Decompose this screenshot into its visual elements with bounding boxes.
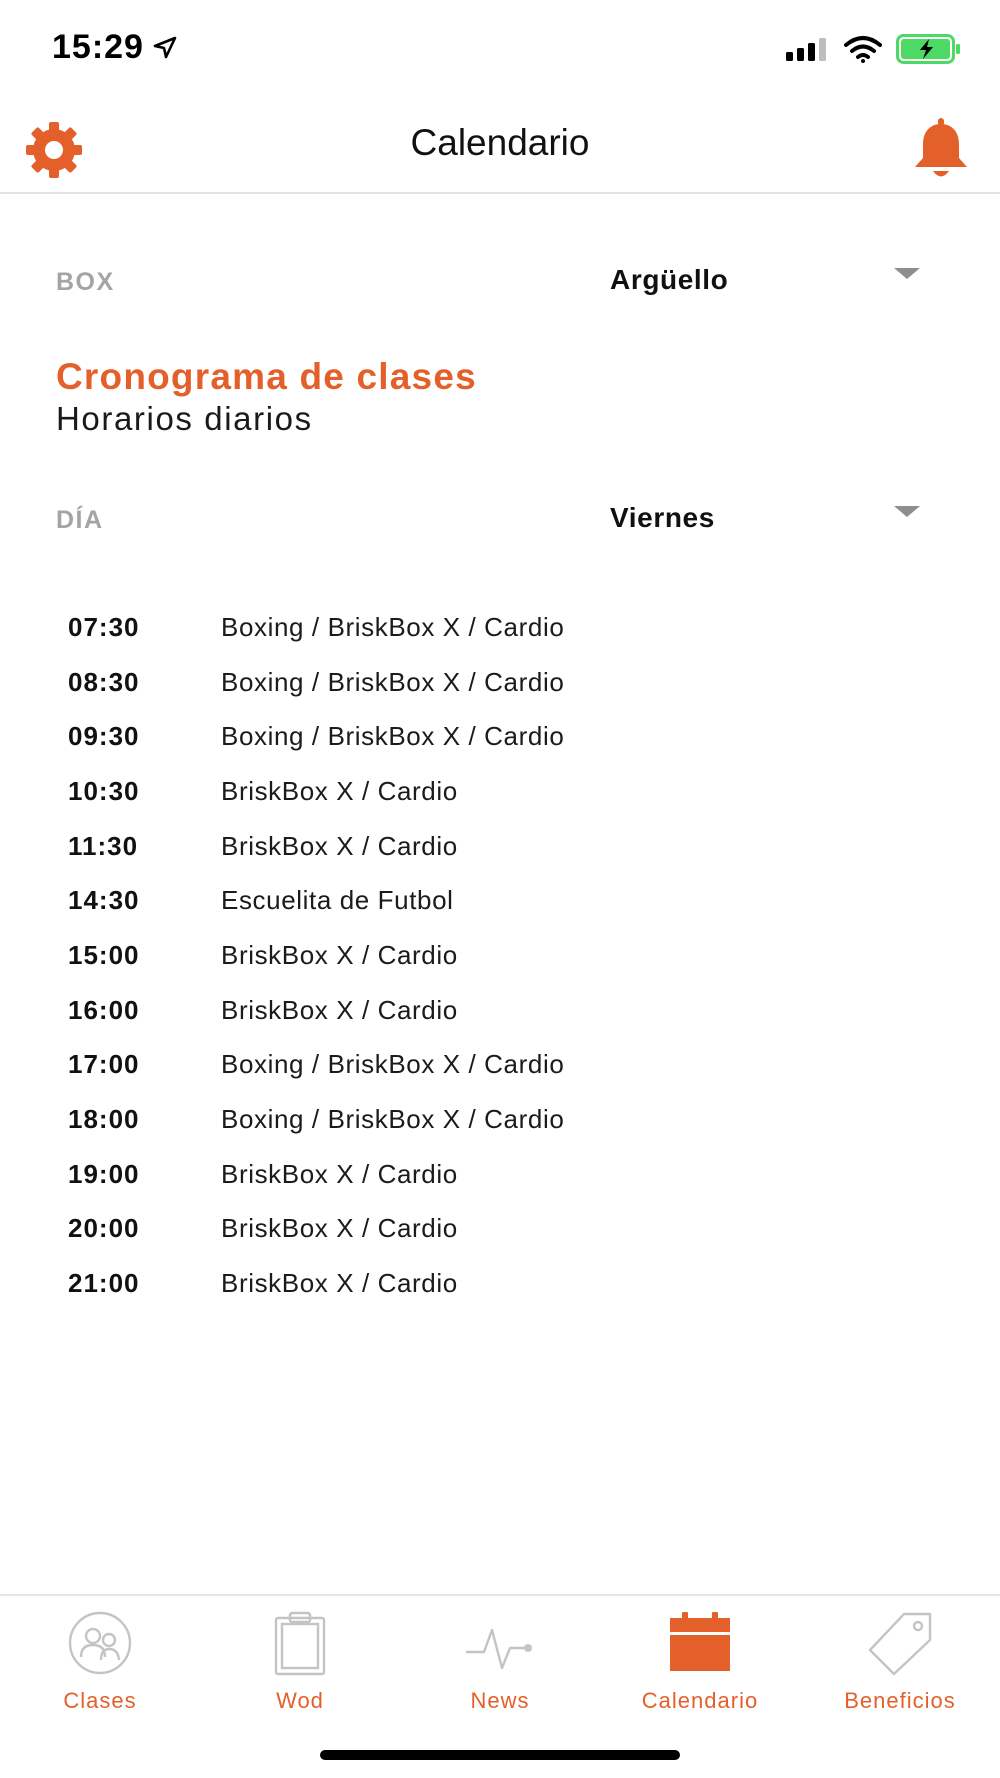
- schedule-row: [68, 873, 948, 928]
- status-bar: [0, 0, 1000, 100]
- schedule-row: [68, 764, 948, 819]
- schedule-class: Boxing / BriskBox X / Cardio: [221, 721, 565, 752]
- status-time: [52, 28, 178, 67]
- box-label: BOX: [56, 268, 115, 296]
- tab-clases[interactable]: [0, 1610, 200, 1730]
- status-indicators: [786, 34, 962, 64]
- day-selector[interactable]: [56, 492, 936, 552]
- users-circle-icon: [64, 1610, 136, 1676]
- schedule-row: [68, 1092, 948, 1147]
- schedule-class: Escuelita de Futbol: [221, 885, 454, 916]
- schedule-class: BriskBox X / Cardio: [221, 775, 458, 806]
- wifi-icon: [844, 35, 882, 63]
- tag-icon: [864, 1610, 936, 1676]
- schedule-time: 21:00: [68, 1268, 140, 1299]
- tab-beneficios[interactable]: [800, 1610, 1000, 1730]
- schedule-class: BriskBox X / Cardio: [221, 1213, 458, 1244]
- dropdown-caret-icon[interactable]: [894, 506, 920, 517]
- schedule-row: [68, 928, 948, 983]
- calendar-icon: [664, 1610, 736, 1676]
- schedule-class: Boxing / BriskBox X / Cardio: [221, 666, 565, 697]
- signal-icon: [786, 37, 830, 61]
- schedule-time: 14:30: [68, 885, 140, 916]
- section-subtitle: Horarios diarios: [56, 400, 313, 437]
- schedule-time: 16:00: [68, 994, 140, 1025]
- tab-news[interactable]: [400, 1610, 600, 1730]
- box-selector[interactable]: [56, 254, 936, 314]
- home-indicator[interactable]: [320, 1750, 680, 1760]
- schedule-class: BriskBox X / Cardio: [221, 994, 458, 1025]
- navigation-bar: [0, 100, 1000, 194]
- schedule-row: [68, 1202, 948, 1257]
- schedule-row: [68, 819, 948, 874]
- schedule-class: Boxing / BriskBox X / Cardio: [221, 1104, 565, 1135]
- page-title: Calendario: [410, 122, 590, 163]
- tab-label: News: [470, 1688, 530, 1713]
- schedule-class: BriskBox X / Cardio: [221, 1268, 458, 1299]
- tab-label: Beneficios: [844, 1688, 956, 1713]
- schedule-list: [68, 600, 948, 1311]
- dropdown-caret-icon[interactable]: [894, 268, 920, 279]
- tab-wod[interactable]: [200, 1610, 400, 1730]
- schedule-time: 11:30: [68, 830, 139, 861]
- tab-label: Calendario: [641, 1688, 759, 1713]
- schedule-class: Boxing / BriskBox X / Cardio: [221, 611, 565, 642]
- schedule-class: Boxing / BriskBox X / Cardio: [221, 1049, 565, 1080]
- schedule-row: [68, 983, 948, 1038]
- schedule-time: 17:00: [68, 1049, 140, 1080]
- battery-charging-icon: [896, 34, 962, 64]
- tab-label: Clases: [63, 1688, 137, 1713]
- bell-icon[interactable]: [910, 116, 972, 182]
- section-title: Cronograma de clases: [56, 356, 477, 397]
- schedule-time: 07:30: [68, 611, 140, 642]
- schedule-class: BriskBox X / Cardio: [221, 830, 458, 861]
- box-value[interactable]: Argüello: [610, 264, 729, 295]
- schedule-row: [68, 1038, 948, 1093]
- tab-calendario[interactable]: [600, 1610, 800, 1730]
- schedule-class: BriskBox X / Cardio: [221, 939, 458, 970]
- day-label: DÍA: [56, 506, 104, 534]
- clipboard-icon: [264, 1610, 336, 1676]
- day-value[interactable]: Viernes: [610, 502, 715, 533]
- schedule-time: 15:00: [68, 939, 140, 970]
- schedule-row: [68, 1256, 948, 1311]
- status-time-text: 15:29: [52, 28, 144, 66]
- schedule-time: 10:30: [68, 775, 140, 806]
- schedule-row: [68, 600, 948, 655]
- schedule-row: [68, 709, 948, 764]
- tab-label: Wod: [276, 1688, 324, 1713]
- schedule-class: BriskBox X / Cardio: [221, 1158, 458, 1189]
- schedule-row: [68, 1147, 948, 1202]
- pulse-icon: [464, 1610, 536, 1676]
- schedule-time: 20:00: [68, 1213, 140, 1244]
- schedule-time: 19:00: [68, 1158, 140, 1189]
- schedule-time: 18:00: [68, 1104, 140, 1135]
- schedule-time: 08:30: [68, 666, 140, 697]
- schedule-row: [68, 655, 948, 710]
- location-arrow-icon: [152, 35, 178, 61]
- schedule-time: 09:30: [68, 721, 140, 752]
